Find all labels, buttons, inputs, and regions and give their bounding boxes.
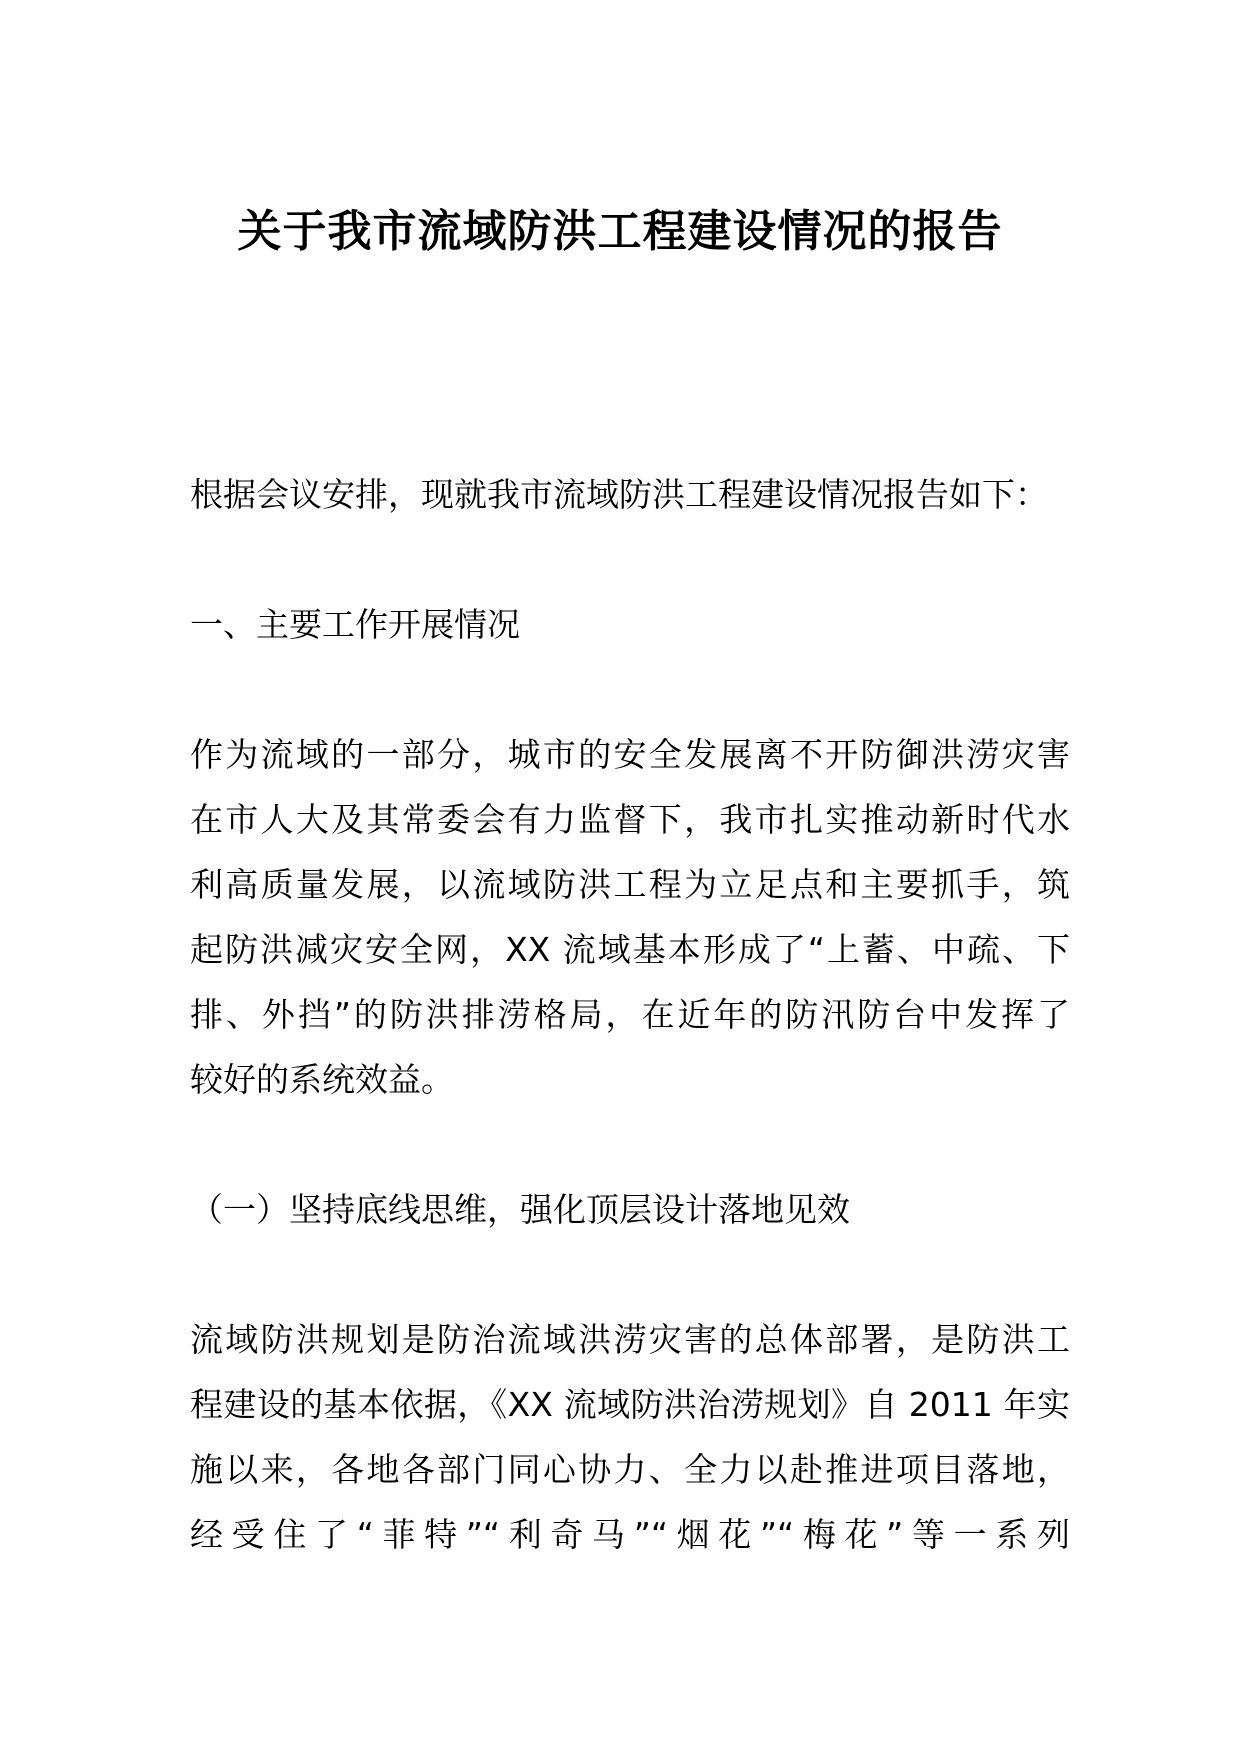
paragraph-line: 流域防洪规划是防治流域洪涝灾害的总体部署，是防洪工 — [190, 1320, 1070, 1359]
paragraph-line: 施以来，各地各部门同心协力、全力以赴推进项目落地， — [190, 1450, 1070, 1489]
document-body — [190, 462, 1070, 1567]
spacer — [190, 657, 1070, 722]
document-title: 关于我市流域防洪工程建设情况的报告 — [237, 206, 1003, 257]
paragraph-line: 利高质量发展，以流域防洪工程为立足点和主要抓手，筑 — [190, 865, 1070, 904]
spacer — [190, 1242, 1070, 1307]
spacer — [190, 527, 1070, 592]
paragraph-line: 排、外挡”的防洪排涝格局，在近年的防汛防台中发挥了 — [190, 995, 1070, 1034]
paragraph-line: 在市人大及其常委会有力监督下，我市扎实推动新时代水 — [190, 800, 1070, 839]
paragraph-line: 程建设的基本依据，《XX 流域防洪治涝规划》自 2011 年实 — [190, 1385, 1070, 1424]
paragraph-line: 经受住了“菲特”“利奇马”“烟花”“梅花”等一系列 — [190, 1515, 1070, 1554]
spacer — [190, 1112, 1070, 1177]
paragraph-line: 作为流域的一部分，城市的安全发展离不开防御洪涝灾害 — [190, 735, 1070, 774]
paragraph — [190, 722, 1070, 1112]
subsection-heading: （一）坚持底线思维，强化顶层设计落地见效 — [190, 1190, 850, 1229]
paragraph — [190, 1307, 1070, 1567]
intro-paragraph: 根据会议安排，现就我市流域防洪工程建设情况报告如下： — [190, 475, 1048, 514]
paragraph-line: 较好的系统效益。 — [190, 1060, 454, 1099]
paragraph-line: 起防洪减灾安全网，XX 流域基本形成了“上蓄、中疏、下 — [190, 930, 1070, 969]
section-heading: 一、主要工作开展情况 — [190, 605, 520, 644]
